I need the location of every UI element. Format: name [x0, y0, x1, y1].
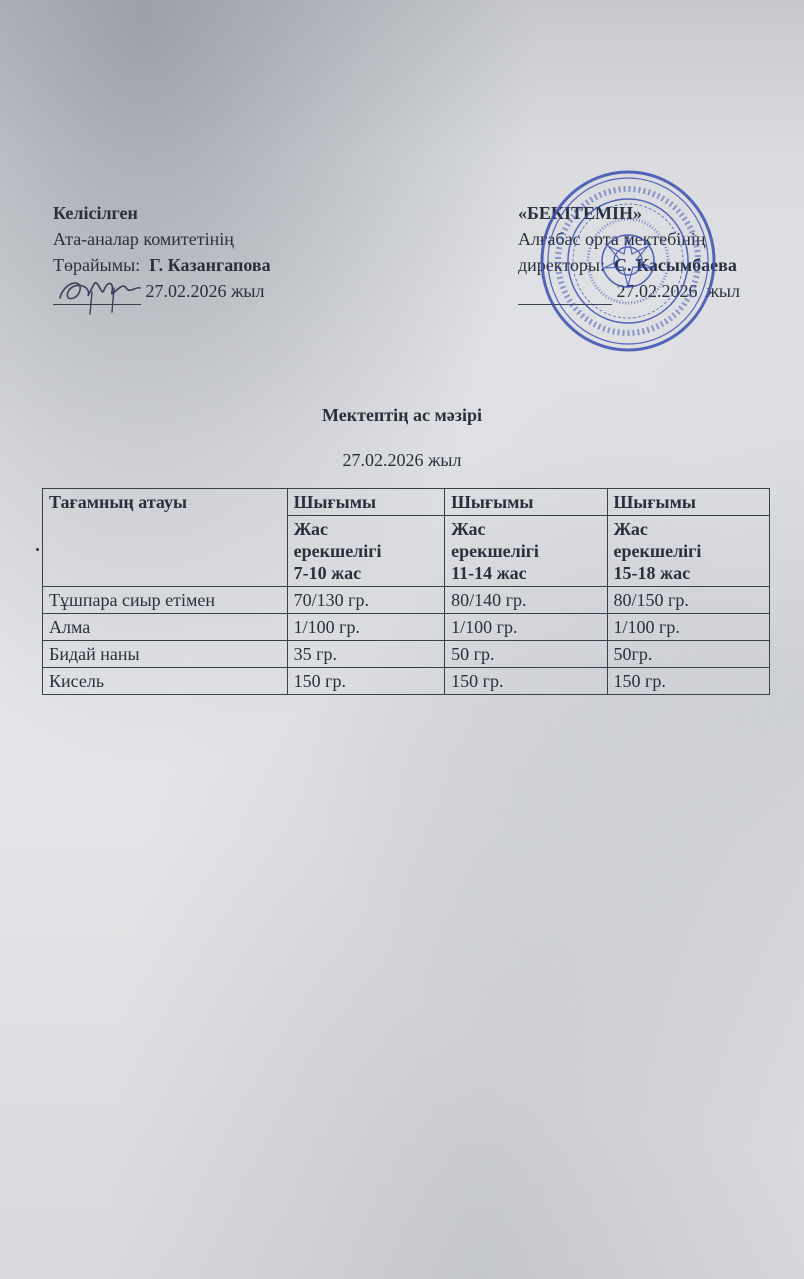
director-name: С. Касымбаева [614, 255, 737, 275]
age-group-2-range: 11-14 жас [451, 563, 527, 583]
header-output-3: Шығымы [607, 489, 769, 516]
dish-value-1: 150 гр. [287, 668, 444, 695]
chairperson-name: Г. Казангапова [149, 255, 271, 275]
dish-value-2: 1/100 гр. [445, 614, 607, 641]
page-title: Мектептің ас мәзірі [321, 405, 482, 425]
dish-value-3: 1/100 гр. [607, 614, 769, 641]
age-group-3 [607, 516, 769, 587]
menu-table [42, 488, 770, 695]
approval-left-heading: Келісілген [53, 203, 138, 223]
dish-value-1: 70/130 гр. [287, 587, 444, 614]
age-group-1-range: 7-10 жас [293, 563, 362, 583]
header-output-2: Шығымы [445, 489, 607, 516]
dish-name: Алма [43, 614, 288, 641]
school-line: Алғабас орта мектебінің [518, 229, 706, 249]
dish-name: Тұшпара сиыр етімен [43, 587, 288, 614]
table-row [43, 587, 770, 614]
dish-value-2: 150 гр. [445, 668, 607, 695]
dish-value-3: 80/150 гр. [607, 587, 769, 614]
dish-value-3: 50гр. [607, 641, 769, 668]
table-row [43, 668, 770, 695]
seal-stamp-icon [538, 168, 718, 354]
approval-right-heading: «БЕКІТЕМІН» [518, 203, 642, 223]
header-output-1: Шығымы [287, 489, 444, 516]
table-row [43, 614, 770, 641]
age-group-1 [287, 516, 444, 587]
header-dish-name: Тағамның атауы [43, 489, 288, 587]
chairperson-label: Төрайымы: [53, 255, 141, 275]
dish-value-2: 80/140 гр. [445, 587, 607, 614]
age-group-1-label: Жас [293, 519, 328, 539]
dish-value-2: 50 гр. [445, 641, 607, 668]
dish-value-1: 1/100 гр. [287, 614, 444, 641]
age-group-1-label2: ерекшелігі [293, 541, 382, 561]
approval-right-date-suffix: жыл [706, 281, 741, 301]
approval-left-date: 27.02.2026 жыл [145, 281, 265, 301]
approval-right-date: 27.02.2026 [616, 281, 698, 301]
age-group-2-label: Жас [451, 519, 486, 539]
dish-name: Кисель [43, 668, 288, 695]
stray-mark [36, 548, 39, 551]
table-header-row [43, 489, 770, 516]
age-group-3-label: Жас [613, 519, 648, 539]
table-row [43, 641, 770, 668]
dish-name: Бидай наны [43, 641, 288, 668]
dish-value-3: 150 гр. [607, 668, 769, 695]
signature-icon [52, 268, 147, 318]
director-label: директоры: [518, 255, 606, 275]
menu-date: 27.02.2026 жыл [342, 450, 462, 470]
dish-value-1: 35 гр. [287, 641, 444, 668]
age-group-2-label2: ерекшелігі [451, 541, 539, 561]
age-group-3-label2: ерекшелігі [613, 541, 702, 561]
age-group-3-range: 15-18 жас [613, 563, 691, 583]
committee-line: Ата-аналар комитетінің [53, 229, 234, 249]
age-group-2 [445, 516, 607, 587]
